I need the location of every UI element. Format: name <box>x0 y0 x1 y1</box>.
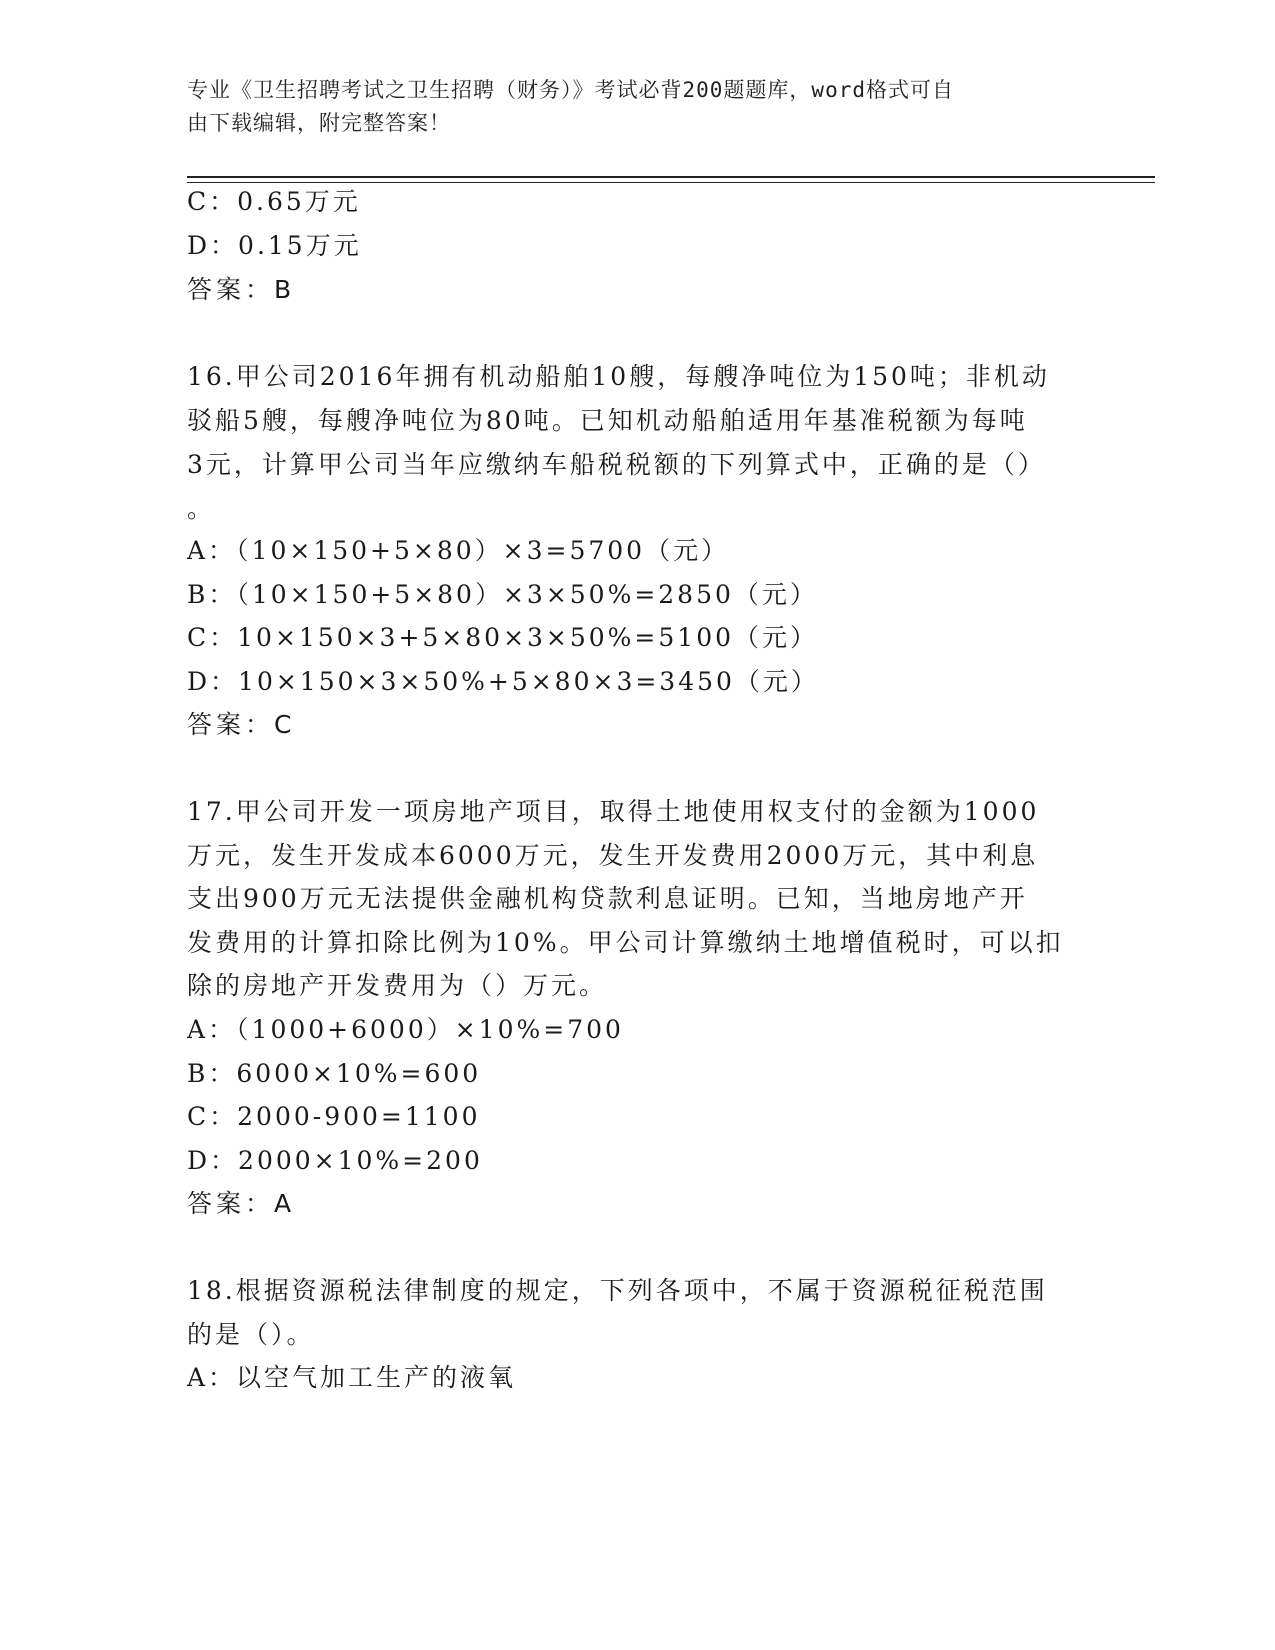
q17-stem-line-4: 发费用的计算扣除比例为10%。甲公司计算缴纳土地增值税时，可以扣 <box>187 928 1064 957</box>
q15-option-c: C：0.65万元 <box>187 187 361 216</box>
header-line-2: 由下载编辑，附完整答案！ <box>187 111 451 135</box>
q17-stem-line-5: 除的房地产开发费用为（）万元。 <box>187 971 608 1000</box>
q16-stem-line-1: 16.甲公司2016年拥有机动船舶10艘，每艘净吨位为150吨；非机动 <box>187 362 1050 391</box>
q17-option-d: D：2000×10%=200 <box>187 1146 483 1175</box>
q16-option-b: B：（10×150+5×80）×3×50%=2850（元） <box>187 580 818 609</box>
q16-option-d: D：10×150×3×50%+5×80×3=3450（元） <box>187 667 819 696</box>
q18-stem-line-2: 的是（）。 <box>187 1320 315 1349</box>
q15-answer: 答案：B <box>187 275 296 304</box>
q17-option-a: A：（1000+6000）×10%=700 <box>187 1015 624 1044</box>
q16-option-c: C：10×150×3+5×80×3×50%=5100（元） <box>187 623 819 652</box>
q15-option-d: D：0.15万元 <box>187 231 362 260</box>
q18-option-a: A：以空气加工生产的液氧 <box>187 1363 517 1392</box>
q17-option-c: C：2000-900=1100 <box>187 1102 481 1131</box>
q17-stem-line-1: 17.甲公司开发一项房地产项目，取得土地使用权支付的金额为1000 <box>187 797 1040 826</box>
q17-stem-line-2: 万元，发生开发成本6000万元，发生开发费用2000万元，其中利息 <box>187 841 1039 870</box>
header-rule-thin <box>187 182 1155 183</box>
q16-answer: 答案：C <box>187 710 296 739</box>
q17-answer: 答案：A <box>187 1189 296 1218</box>
header-line-1: 专业《卫生招聘考试之卫生招聘（财务）》考试必背200题题库，word格式可自 <box>187 78 954 102</box>
q16-stem-line-2: 驳船5艘，每艘净吨位为80吨。已知机动船舶适用年基准税额为每吨 <box>187 406 1028 435</box>
q17-stem-line-3: 支出900万元无法提供金融机构贷款利息证明。已知，当地房地产开 <box>187 884 1028 913</box>
header-rule-thick <box>187 176 1155 178</box>
q16-option-a: A：（10×150+5×80）×3=5700（元） <box>187 536 730 565</box>
q16-stem-line-3: 3元，计算甲公司当年应缴纳车船税税额的下列算式中，正确的是（） <box>187 450 1046 479</box>
q16-stem-line-4: 。 <box>187 494 216 523</box>
document-header <box>187 74 1067 140</box>
q18-stem-line-1: 18.根据资源税法律制度的规定，下列各项中，不属于资源税征税范围 <box>187 1276 1048 1305</box>
q17-option-b: B：6000×10%=600 <box>187 1059 482 1088</box>
